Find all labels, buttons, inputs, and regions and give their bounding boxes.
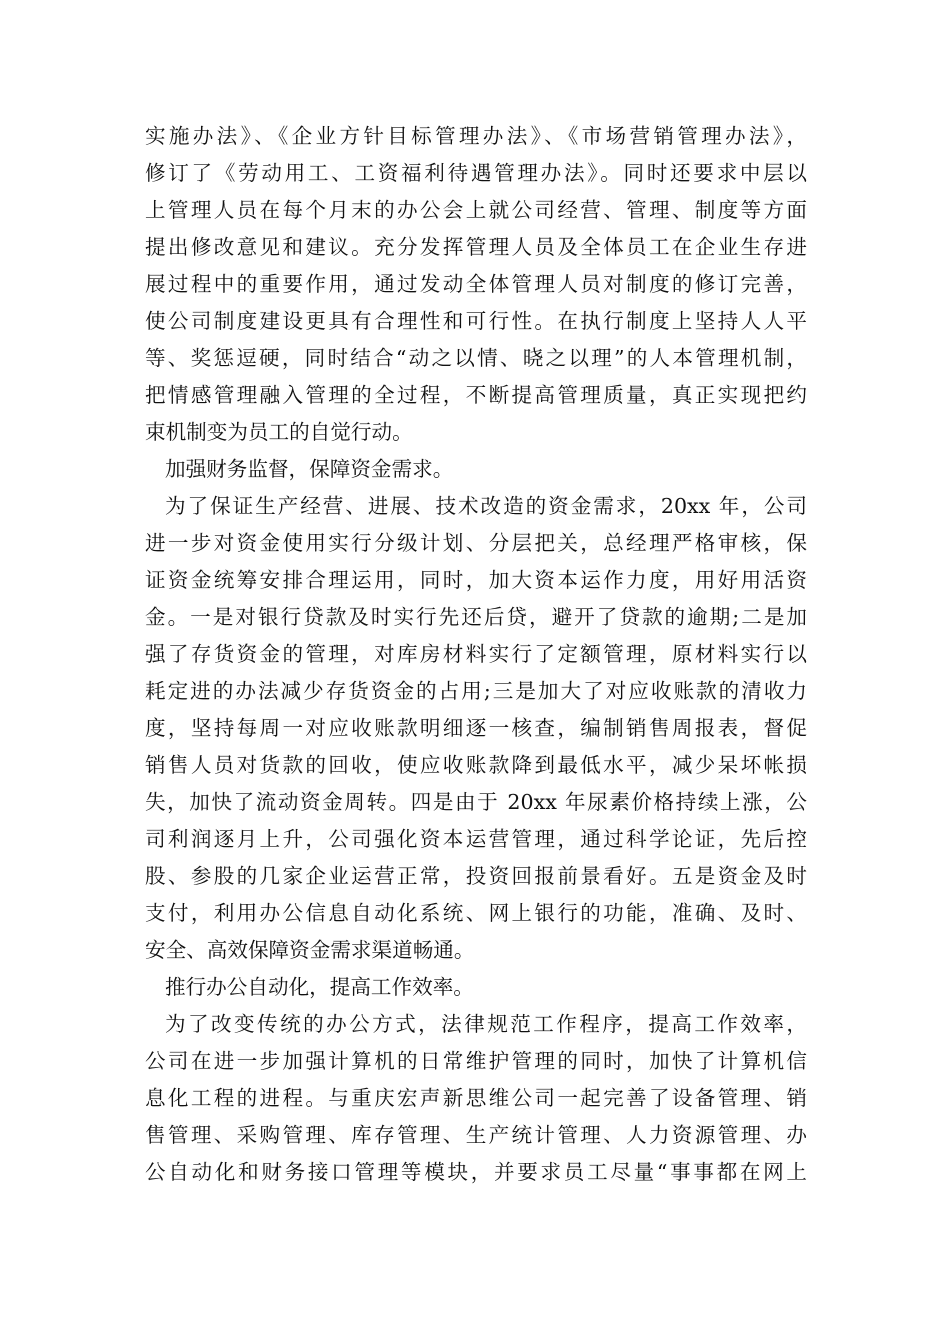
text-line: 司利润逐月上升，公司强化资本运营管理，通过科学论证，先后控: [145, 827, 807, 851]
text-line: 使公司制度建设更具有合理性和可行性。在执行制度上坚持人人平: [145, 309, 807, 333]
text-line: 息化工程的进程。与重庆宏声新思维公司一起完善了设备管理、销: [145, 1086, 807, 1110]
text-line: 销售人员对货款的回收，使应收账款降到最低水平，减少呆坏帐损: [145, 753, 807, 777]
text-line: 安全、高效保障资金需求渠道畅通。: [145, 938, 475, 962]
text-line: 支付，利用办公信息自动化系统、网上银行的功能，准确、及时、: [145, 901, 807, 925]
text-line: 提出修改意见和建议。充分发挥管理人员及全体员工在企业生存进: [145, 235, 807, 259]
text-line: 实施办法》、《企业方针目标管理办法》、《市场营销管理办法》，: [145, 124, 807, 148]
document-body: [145, 118, 807, 1191]
text-line: 失，加快了流动资金周转。四是由于 20xx 年尿素价格持续上涨，公: [145, 790, 807, 814]
text-line: 为了保证生产经营、进展、技术改造的资金需求，20xx 年，公司: [165, 494, 807, 518]
text-line: 把情感管理融入管理的全过程，不断提高管理质量，真正实现把约: [145, 383, 807, 407]
text-line: 度，坚持每周一对应收账款明细逐一核查，编制销售周报表，督促: [145, 716, 807, 740]
text-line: 证资金统筹安排合理运用，同时，加大资本运作力度，用好用活资: [145, 568, 807, 592]
text-line: 公自动化和财务接口管理等模块，并要求员工尽量“事事都在网上: [145, 1160, 807, 1184]
section-heading-finance: 加强财务监督，保障资金需求。: [165, 457, 454, 481]
text-line: 上管理人员在每个月末的办公会上就公司经营、管理、制度等方面: [145, 198, 807, 222]
text-line: 强了存货资金的管理，对库房材料实行了定额管理，原材料实行以: [145, 642, 807, 666]
text-line: 展过程中的重要作用，通过发动全体管理人员对制度的修订完善，: [145, 272, 807, 296]
text-line: 修订了《劳动用工、工资福利待遇管理办法》。同时还要求中层以: [145, 161, 807, 185]
text-line: 股、参股的几家企业运营正常，投资回报前景看好。五是资金及时: [145, 864, 807, 888]
section-heading-office-automation: 推行办公自动化，提高工作效率。: [165, 975, 474, 999]
text-line: 金。一是对银行贷款及时实行先还后贷，避开了贷款的逾期;二是加: [145, 605, 807, 629]
text-line: 束机制变为员工的自觉行动。: [145, 420, 413, 444]
text-line: 为了改变传统的办公方式，法律规范工作程序，提高工作效率，: [165, 1012, 807, 1036]
text-line: 进一步对资金使用实行分级计划、分层把关，总经理严格审核，保: [145, 531, 807, 555]
text-line: 公司在进一步加强计算机的日常维护管理的同时，加快了计算机信: [145, 1049, 807, 1073]
text-line: 售管理、采购管理、库存管理、生产统计管理、人力资源管理、办: [145, 1123, 807, 1147]
text-line: 等、奖惩逗硬，同时结合“动之以情、晓之以理”的人本管理机制，: [145, 346, 807, 370]
text-line: 耗定进的办法减少存货资金的占用;三是加大了对应收账款的清收力: [145, 679, 807, 703]
